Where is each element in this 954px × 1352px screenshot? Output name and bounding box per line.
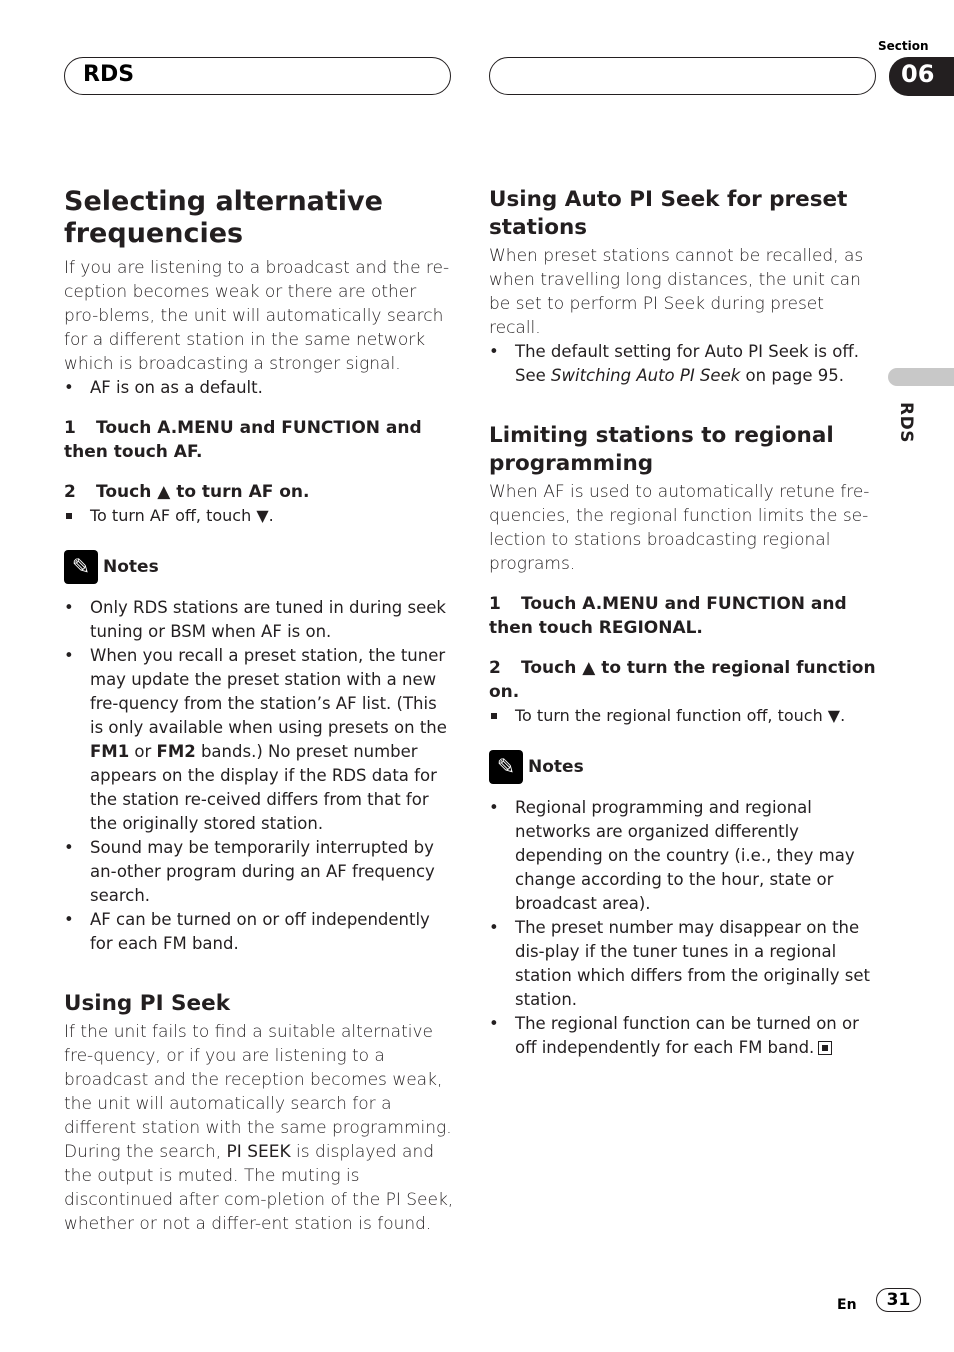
note-item: • When you recall a preset station, the tuner may update the preset station with a new fre-quency from the station’s AF list. (This is only available when using presets on the FM1 or FM2 bands.) No preset number appears on the display if the RDS data for the station re-ceived differs from that for the originally stored station.	[64, 644, 454, 836]
regional-step-1	[489, 592, 879, 640]
page-number: 31	[876, 1288, 921, 1312]
notes-title: Notes	[528, 757, 584, 777]
regional-step-2-sub: To turn the regional function off, touch ▼.	[489, 704, 879, 728]
note-item: • Only RDS stations are tuned in during seek tuning or BSM when AF is on.	[64, 596, 454, 644]
step-text: Touch A.MENU and FUNCTION and then touch REGIONAL.	[489, 594, 847, 638]
header-pill-left	[64, 57, 451, 95]
note-item: • Sound may be temporarily interrupted by an-other program during an AF frequency search.	[64, 836, 454, 908]
note-item: • AF can be turned on or off independently for each FM band.	[64, 908, 454, 956]
section-label: Section	[878, 39, 929, 53]
language-label: En	[837, 1297, 857, 1313]
note-item: • The preset number may disappear on the dis-play if the tuner tunes in a regional station which differs from the originally set station.	[489, 916, 879, 1012]
af-bullet-default: • AF is on as a default.	[64, 376, 454, 400]
notes-header-right	[489, 750, 879, 784]
section-number: 06	[889, 57, 954, 96]
step-number: 2	[64, 482, 76, 502]
step-text: Touch A.MENU and FUNCTION and then touch AF.	[64, 418, 422, 462]
auto-pi-bullet: • The default setting for Auto PI Seek is off. See Switching Auto PI Seek on page 95.	[489, 340, 879, 388]
chapter-title: RDS	[83, 62, 135, 87]
note-item: • Regional programming and regional networks are organized differently depending on the country (i.e., they may change according to the hour, state or broadcast area).	[489, 796, 879, 916]
heading-selecting-af: Selecting alternative frequencies	[64, 186, 383, 249]
regional-text: When AF is used to automatically retune fre-quencies, the regional function limits the se-lection to stations broadcasting regional programs.	[489, 482, 870, 574]
step-number: 2	[489, 658, 501, 678]
af-bullets	[64, 376, 454, 400]
step-text: Touch ▲ to turn AF on.	[96, 482, 310, 502]
cross-reference: Switching Auto PI Seek	[551, 366, 741, 385]
auto-pi-text: When preset stations cannot be recalled, as when travelling long distances, the unit can be set to perform PI Seek during preset recall.	[489, 246, 864, 338]
heading-auto-pi-seek: Using Auto PI Seek for preset stations	[489, 187, 848, 240]
regional-step-2	[489, 656, 879, 704]
left-column	[64, 186, 454, 1236]
af-step-2	[64, 480, 454, 504]
pencil-icon: ✎	[489, 750, 523, 784]
step-text: Touch ▲ to turn the regional function on.	[489, 658, 876, 702]
notes-list-right	[489, 796, 879, 1060]
auto-pi-bullets	[489, 340, 879, 388]
notes-title: Notes	[103, 557, 159, 577]
right-column	[489, 186, 879, 1060]
pencil-icon: ✎	[64, 550, 98, 584]
step-number: 1	[64, 418, 76, 438]
heading-regional: Limiting stations to regional programming	[489, 423, 834, 476]
pi-seek-text: If the unit fails to find a suitable alternative fre-quency, or if you are listening to a broadcast and the reception becomes weak, the unit will automatically search for a different station with the same programming. During the search, PI SEEK is displayed and the output is muted. The muting is discontinued after com-pletion of the PI Seek, whether or not a differ-ent station is found.	[64, 1022, 454, 1234]
notes-header-left	[64, 550, 454, 584]
af-step-2-sub: To turn AF off, touch ▼.	[64, 504, 454, 528]
fm2-label: FM2	[156, 742, 196, 761]
end-mark-icon	[818, 1041, 832, 1055]
side-tab-label: RDS	[896, 402, 916, 443]
fm1-label: FM1	[90, 742, 130, 761]
af-step-1	[64, 416, 454, 464]
af-intro: If you are listening to a broadcast and the re-ception becomes weak or there are other pro-blems, the unit will automatically search for a different station in the same network which is broadcasting a stronger signal.	[64, 258, 450, 374]
header-pill-right	[489, 57, 876, 95]
heading-pi-seek: Using PI Seek	[64, 991, 230, 1016]
notes-list-left	[64, 596, 454, 956]
pi-seek-label: PI SEEK	[226, 1142, 291, 1162]
step-number: 1	[489, 594, 501, 614]
note-item: • The regional function can be turned on or off independently for each FM band.	[489, 1012, 879, 1060]
side-tab-bar	[888, 368, 954, 386]
